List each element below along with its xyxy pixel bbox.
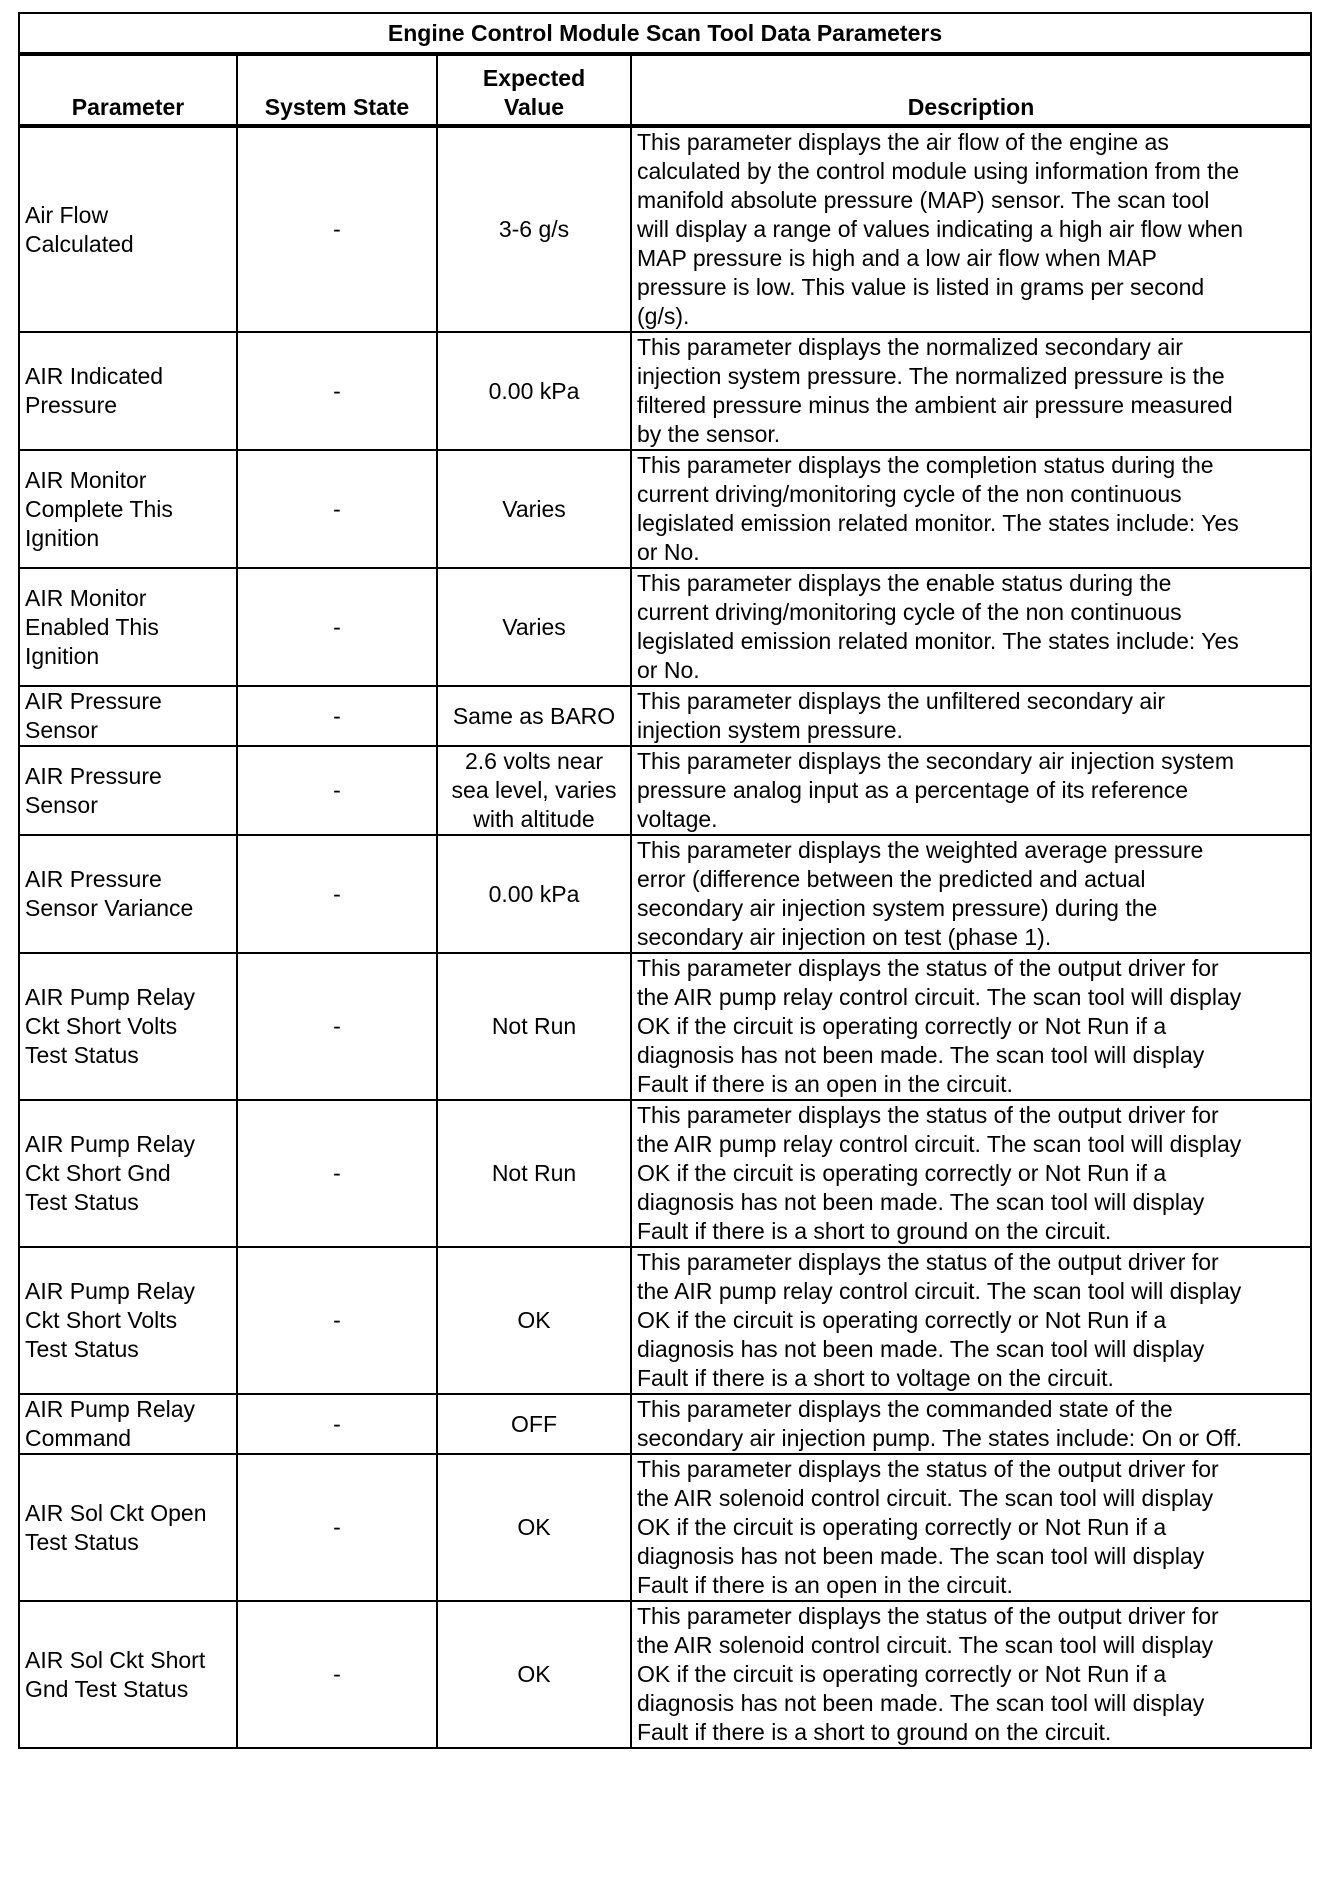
table-row [19, 746, 1311, 835]
description-cell-line: the AIR pump relay control circuit. The scan tool will display [637, 1278, 1242, 1304]
expected-value-cell-line: Not Run [491, 1160, 577, 1186]
expected-value-cell-line: Not Run [491, 1013, 577, 1039]
description-cell-line: OK if the circuit is operating correctly or Not Run if a [637, 1661, 1167, 1687]
parameter-cell-line: AIR Pressure [25, 866, 162, 892]
description-cell [631, 568, 1311, 686]
system-state-cell: - [237, 568, 437, 686]
table-row [19, 126, 1311, 332]
description-cell-line: This parameter displays the status of the output driver for [637, 1102, 1219, 1128]
expected-value-cell-line: OK [517, 1661, 551, 1687]
parameter-cell-line: Test Status [25, 1042, 139, 1068]
parameter-cell [19, 450, 237, 568]
description-cell-line: pressure analog input as a percentage of its reference [637, 777, 1189, 803]
expected-value-cell-line: Varies [502, 613, 566, 640]
parameter-cell-line: AIR Monitor [25, 466, 147, 493]
description-cell [631, 1247, 1311, 1394]
table-row [19, 332, 1311, 450]
description-cell [631, 126, 1311, 332]
description-cell-line: diagnosis has not been made. The scan tool will display [637, 1189, 1205, 1215]
description-cell-line: This parameter displays the secondary air injection system [637, 748, 1234, 774]
table-row [19, 835, 1311, 953]
expected-value-cell [437, 1601, 631, 1748]
system-state-cell: - [237, 332, 437, 450]
description-cell-line: the AIR pump relay control circuit. The scan tool will display [637, 1131, 1242, 1157]
expected-value-cell [437, 332, 631, 450]
expected-value-cell [437, 1454, 631, 1601]
description-cell-line: OK if the circuit is operating correctly or Not Run if a [637, 1514, 1167, 1540]
parameter-cell [19, 686, 237, 746]
description-cell-line: secondary air injection on test (phase 1). [637, 924, 1052, 950]
description-cell-line: legislated emission related monitor. The states include: Yes [637, 628, 1239, 654]
description-cell-line: This parameter displays the commanded state of the [637, 1396, 1173, 1422]
description-cell [631, 332, 1311, 450]
parameter-cell-line: Ignition [25, 642, 100, 669]
expected-value-cell-line: Same as BARO [452, 702, 616, 729]
description-cell-line: diagnosis has not been made. The scan tool will display [637, 1336, 1205, 1362]
description-cell-line: OK if the circuit is operating correctly or Not Run if a [637, 1307, 1167, 1333]
table-row [19, 568, 1311, 686]
expected-value-cell-line: 0.00 kPa [488, 377, 580, 404]
parameter-cell-line: Sensor [25, 791, 98, 818]
description-cell [631, 1454, 1311, 1601]
description-cell-line: the AIR solenoid control circuit. The scan tool will display [637, 1632, 1214, 1658]
parameter-cell [19, 1100, 237, 1247]
description-cell-line: Fault if there is an open in the circuit. [637, 1071, 1013, 1097]
description-cell-line: injection system pressure. [637, 717, 903, 743]
description-cell [631, 686, 1311, 746]
system-state-cell: - [237, 1247, 437, 1394]
system-state-cell: - [237, 1100, 437, 1247]
system-state-cell: - [237, 835, 437, 953]
parameters-table [18, 12, 1312, 1749]
parameter-cell-line: Pressure [25, 392, 118, 418]
expected-value-cell-line: 2.6 volts near [464, 748, 604, 774]
expected-value-cell-line: Varies [502, 495, 566, 522]
parameter-cell-line: Test Status [25, 1336, 139, 1362]
parameter-cell [19, 1454, 237, 1601]
parameter-cell-line: Ckt Short Gnd [25, 1160, 171, 1186]
description-cell-line: legislated emission related monitor. The states include: Yes [637, 510, 1239, 536]
table-row [19, 1247, 1311, 1394]
expected-value-cell-line: 3-6 g/s [498, 216, 570, 242]
description-cell-line: Fault if there is a short to voltage on the circuit. [637, 1365, 1114, 1391]
system-state-cell: - [237, 746, 437, 835]
parameter-cell-line: Ckt Short Volts [25, 1307, 178, 1333]
parameter-cell [19, 1247, 237, 1394]
system-state-cell: - [237, 1454, 437, 1601]
parameter-cell-line: Enabled This [25, 613, 159, 640]
expected-value-cell [437, 953, 631, 1100]
header-parameter: Parameter [19, 54, 237, 126]
parameter-cell [19, 1601, 237, 1748]
expected-value-cell [437, 686, 631, 746]
description-cell-line: or No. [637, 539, 700, 565]
table-body [19, 126, 1311, 1748]
description-cell-line: current driving/monitoring cycle of the non continuous [637, 481, 1182, 507]
parameter-cell-line: Test Status [25, 1528, 139, 1555]
description-cell-line: or No. [637, 657, 700, 683]
parameter-cell-line: Air Flow [25, 201, 109, 228]
parameter-cell-line: Sensor [25, 717, 98, 743]
table-row [19, 1454, 1311, 1601]
parameter-cell-line: Sensor Variance [25, 895, 194, 921]
system-state-cell: - [237, 126, 437, 332]
parameter-cell-line: AIR Pump Relay [25, 1131, 196, 1157]
parameter-cell-line: AIR Pump Relay [25, 984, 196, 1010]
description-cell-line: diagnosis has not been made. The scan tool will display [637, 1543, 1205, 1569]
description-cell [631, 1394, 1311, 1454]
expected-value-cell [437, 1247, 631, 1394]
description-cell [631, 953, 1311, 1100]
table-row [19, 686, 1311, 746]
description-cell-line: voltage. [637, 806, 718, 832]
description-cell-line: This parameter displays the enable status during the [637, 570, 1172, 596]
description-cell-line: Fault if there is a short to ground on the circuit. [637, 1218, 1112, 1244]
parameter-cell-line: Command [25, 1425, 132, 1451]
table-title: Engine Control Module Scan Tool Data Parameters [19, 13, 1311, 54]
description-cell-line: injection system pressure. The normalized pressure is the [637, 363, 1225, 389]
description-cell-line: This parameter displays the status of the output driver for [637, 1456, 1219, 1482]
description-cell-line: This parameter displays the status of the output driver for [637, 955, 1219, 981]
header-expected-line-1: Expected [482, 65, 586, 91]
table-row [19, 450, 1311, 568]
parameter-cell-line: Test Status [25, 1189, 139, 1215]
header-expected-line-2: Value [503, 94, 565, 120]
description-cell-line: error (difference between the predicted and actual [637, 866, 1146, 892]
parameter-cell-line: AIR Monitor [25, 584, 147, 611]
description-cell-line: This parameter displays the status of the output driver for [637, 1249, 1219, 1275]
description-cell-line: pressure is low. This value is listed in grams per second [637, 274, 1205, 300]
expected-value-cell [437, 1100, 631, 1247]
description-cell-line: the AIR solenoid control circuit. The scan tool will display [637, 1485, 1214, 1511]
parameter-cell-line: AIR Pump Relay [25, 1396, 196, 1422]
parameter-cell [19, 126, 237, 332]
description-cell-line: will display a range of values indicating a high air flow when [637, 216, 1244, 242]
description-cell-line: OK if the circuit is operating correctly or Not Run if a [637, 1013, 1167, 1039]
parameter-cell-line: Gnd Test Status [25, 1675, 189, 1702]
description-cell-line: OK if the circuit is operating correctly or Not Run if a [637, 1160, 1167, 1186]
description-cell [631, 1100, 1311, 1247]
system-state-cell: - [237, 953, 437, 1100]
header-system-state: System State [237, 54, 437, 126]
parameter-cell-line: AIR Pressure [25, 688, 162, 714]
parameter-cell-line: AIR Sol Ckt Short [25, 1646, 206, 1673]
system-state-cell: - [237, 1601, 437, 1748]
header-description: Description [631, 54, 1311, 126]
description-cell-line: diagnosis has not been made. The scan tool will display [637, 1042, 1205, 1068]
description-cell-line: filtered pressure minus the ambient air pressure measured [637, 392, 1233, 418]
description-cell [631, 450, 1311, 568]
expected-value-cell [437, 126, 631, 332]
expected-value-cell-line: OFF [511, 1410, 557, 1437]
parameter-cell-line: AIR Pressure [25, 762, 162, 789]
parameter-cell-line: AIR Pump Relay [25, 1278, 196, 1304]
description-cell-line: MAP pressure is high and a low air flow when MAP [637, 245, 1157, 271]
parameter-cell [19, 568, 237, 686]
description-cell-line: Fault if there is an open in the circuit. [637, 1572, 1013, 1598]
table-row [19, 953, 1311, 1100]
parameter-cell [19, 1394, 237, 1454]
table-row [19, 1100, 1311, 1247]
description-cell-line: This parameter displays the completion status during the [637, 452, 1214, 478]
parameter-cell [19, 332, 237, 450]
system-state-cell: - [237, 1394, 437, 1454]
expected-value-cell-line: 0.00 kPa [488, 880, 580, 907]
expected-value-cell [437, 1394, 631, 1454]
expected-value-cell [437, 568, 631, 686]
description-cell-line: by the sensor. [637, 421, 781, 447]
description-cell-line: This parameter displays the normalized secondary air [637, 334, 1183, 360]
table-row [19, 1601, 1311, 1748]
description-cell-line: This parameter displays the air flow of the engine as [637, 129, 1169, 155]
expected-value-cell [437, 450, 631, 568]
description-cell-line: current driving/monitoring cycle of the non continuous [637, 599, 1182, 625]
system-state-cell: - [237, 686, 437, 746]
description-cell-line: calculated by the control module using information from the [637, 158, 1240, 184]
expected-value-cell [437, 835, 631, 953]
description-cell-line: secondary air injection system pressure) during the [637, 895, 1158, 921]
description-cell [631, 1601, 1311, 1748]
parameter-cell [19, 746, 237, 835]
description-cell-line: This parameter displays the weighted average pressure [637, 837, 1204, 863]
parameter-cell-line: Ckt Short Volts [25, 1013, 178, 1039]
description-cell-line: diagnosis has not been made. The scan tool will display [637, 1690, 1205, 1716]
parameter-cell [19, 835, 237, 953]
description-cell [631, 746, 1311, 835]
header-expected-value [437, 54, 631, 126]
expected-value-cell-line: OK [517, 1514, 551, 1540]
parameter-cell-line: Ignition [25, 524, 100, 551]
description-cell-line: (g/s). [637, 303, 690, 329]
expected-value-cell-line: OK [517, 1307, 551, 1333]
expected-value-cell-line: sea level, varies [451, 777, 617, 803]
description-cell-line: Fault if there is a short to ground on the circuit. [637, 1719, 1112, 1745]
description-cell-line: This parameter displays the status of the output driver for [637, 1603, 1219, 1629]
description-cell-line: the AIR pump relay control circuit. The scan tool will display [637, 984, 1242, 1010]
expected-value-cell-line: with altitude [473, 806, 595, 832]
table-row [19, 1394, 1311, 1454]
system-state-cell: - [237, 450, 437, 568]
parameter-cell [19, 953, 237, 1100]
description-cell-line: manifold absolute pressure (MAP) sensor. The scan tool [637, 187, 1210, 213]
parameter-cell-line: AIR Sol Ckt Open [25, 1499, 207, 1526]
description-cell-line: This parameter displays the unfiltered secondary air [637, 688, 1165, 714]
description-cell [631, 835, 1311, 953]
expected-value-cell [437, 746, 631, 835]
parameter-cell-line: Complete This [25, 495, 173, 522]
parameter-cell-line: Calculated [25, 230, 134, 257]
scan-tool-data-document [18, 12, 1310, 1749]
description-cell-line: secondary air injection pump. The states include: On or Off. [637, 1425, 1243, 1451]
parameter-cell-line: AIR Indicated [25, 363, 164, 389]
